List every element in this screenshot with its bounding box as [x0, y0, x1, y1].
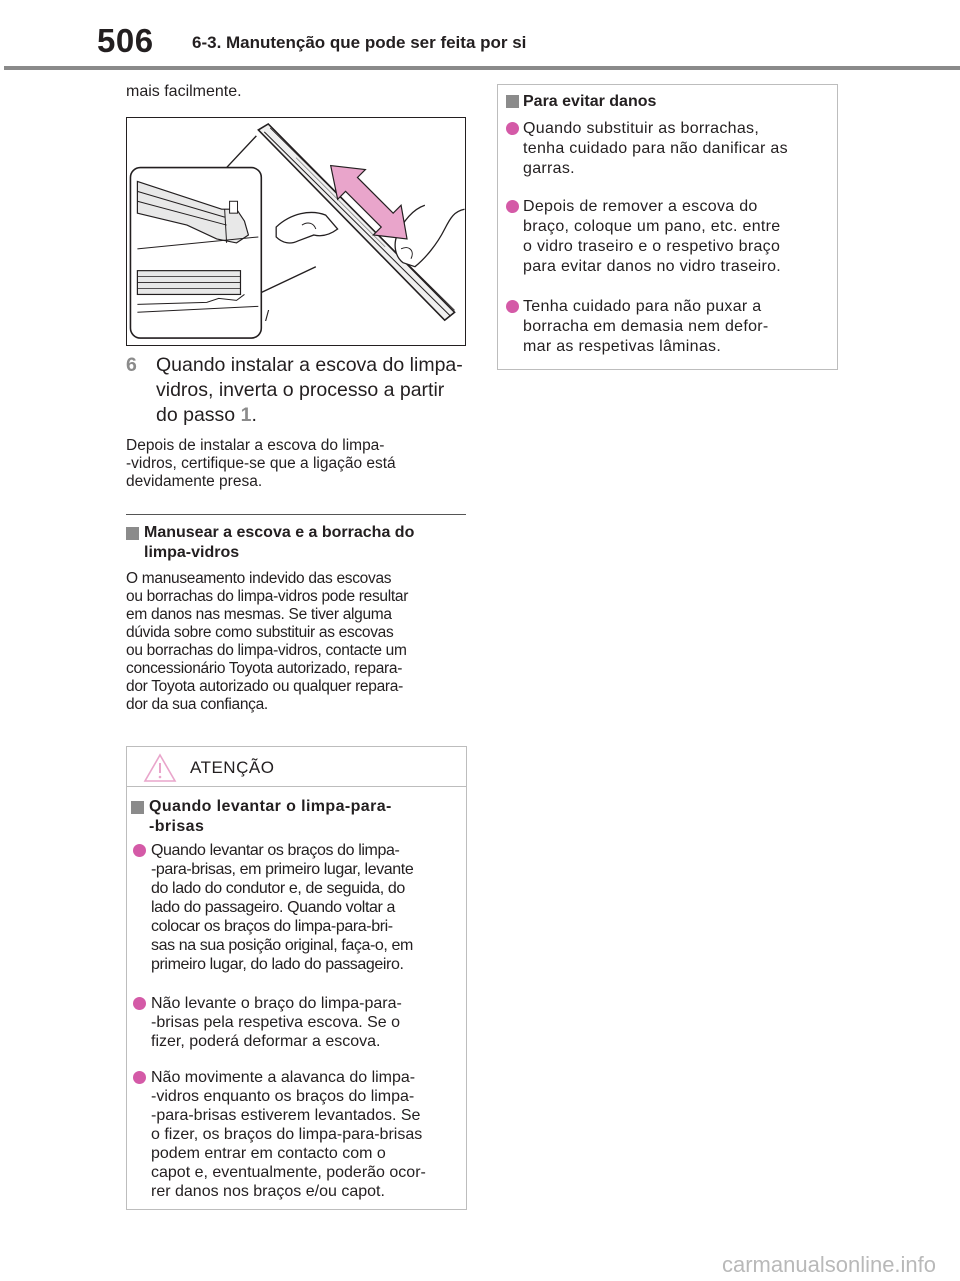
warning-bullet-1: Quando levantar os braços do limpa- -para-brisas, em primeiro lugar, levante do lado do condutor e, de seguida, do lado do passageiro. Quando voltar a colocar os braços do limpa-para-bri- sas na sua posição original, faça-o, em primeiro lugar, do lado do passageiro. — [127, 841, 457, 974]
note-bullet-3: Tenha cuidado para não puxar a borracha em demasia nem defor- mar as respetivas lâminas. — [506, 297, 831, 357]
heading-square-icon — [506, 95, 519, 108]
section-divider — [126, 514, 466, 515]
bullet-dot-icon — [506, 300, 519, 313]
bullet-dot-icon — [133, 1071, 146, 1084]
warning-title: ATENÇÃO — [190, 758, 275, 777]
step-6 — [126, 353, 471, 428]
callout-line-top — [227, 136, 257, 168]
install-note: Depois de instalar a escova do limpa- -vidros, certifique-se que a ligação está devidamente presa. — [126, 437, 396, 490]
note-bullet-2: Depois de remover a escova do braço, coloque um pano, etc. entre o vidro traseiro e o respetivo braço para evitar danos no vidro traseiro. — [506, 197, 831, 277]
wiper-blade-illustration — [126, 117, 466, 346]
warning-triangle-icon — [143, 753, 177, 783]
damage-note-box — [497, 84, 838, 370]
bullet-dot-icon — [133, 997, 146, 1010]
handling-body: O manuseamento indevido das escovas ou borrachas do limpa-vidros pode resultar em danos nas mesmas. Se tiver alguma dúvida sobre como substituir as escovas ou borrachas do limpa-vidros, contacte um concessionário Toyota autorizado, repara- dor Toyota autorizado ou qualquer repara- dor da sua confiança. — [126, 570, 409, 713]
section-title: 6-3. Manutenção que pode ser feita por si — [192, 33, 527, 52]
handling-heading: Manusear a escova e a borracha do limpa-vidros — [126, 523, 471, 563]
bullet-dot-icon — [133, 844, 146, 857]
figure-label: / — [265, 308, 270, 325]
header-rule — [4, 66, 960, 70]
bullet-dot-icon — [506, 122, 519, 135]
step-reference: 1 — [240, 404, 252, 426]
warning-bullet-3: Não movimente a alavanca do limpa- -vidros enquanto os braços do limpa- -para-brisas estiverem levantados. Se o fizer, os braços do limpa-para-brisas podem entrar em contacto com o capot e, eventualmente, poderão ocor- rer danos nos braços e/ou capot. — [127, 1068, 457, 1201]
intro-text: mais facilmente. — [126, 83, 242, 100]
callout-line-bottom — [261, 267, 316, 293]
warning-heading: Quando levantar o limpa-para- -brisas — [131, 797, 461, 837]
note-bullet-1: Quando substituir as borrachas, tenha cuidado para não danificar as garras. — [506, 119, 831, 179]
step-number: 6 — [126, 354, 137, 376]
watermark: carmanualsonline.info — [722, 1252, 937, 1277]
warning-bullet-2: Não levante o braço do limpa-para- -brisas pela respetiva escova. Se o fizer, poderá deformar a escova. — [127, 994, 457, 1051]
warning-header — [127, 747, 466, 787]
bullet-dot-icon — [506, 200, 519, 213]
step-text: Quando instalar a escova do limpa-vidros, inverta o processo a partir do passo 1. — [156, 354, 463, 426]
page-header — [0, 0, 960, 70]
heading-square-icon — [126, 527, 139, 540]
warning-box — [126, 746, 467, 1210]
page-number: 506 — [97, 22, 154, 59]
wiper-blade-drawing — [127, 118, 465, 345]
heading-square-icon — [131, 801, 144, 814]
note-heading: Para evitar danos — [506, 93, 656, 111]
